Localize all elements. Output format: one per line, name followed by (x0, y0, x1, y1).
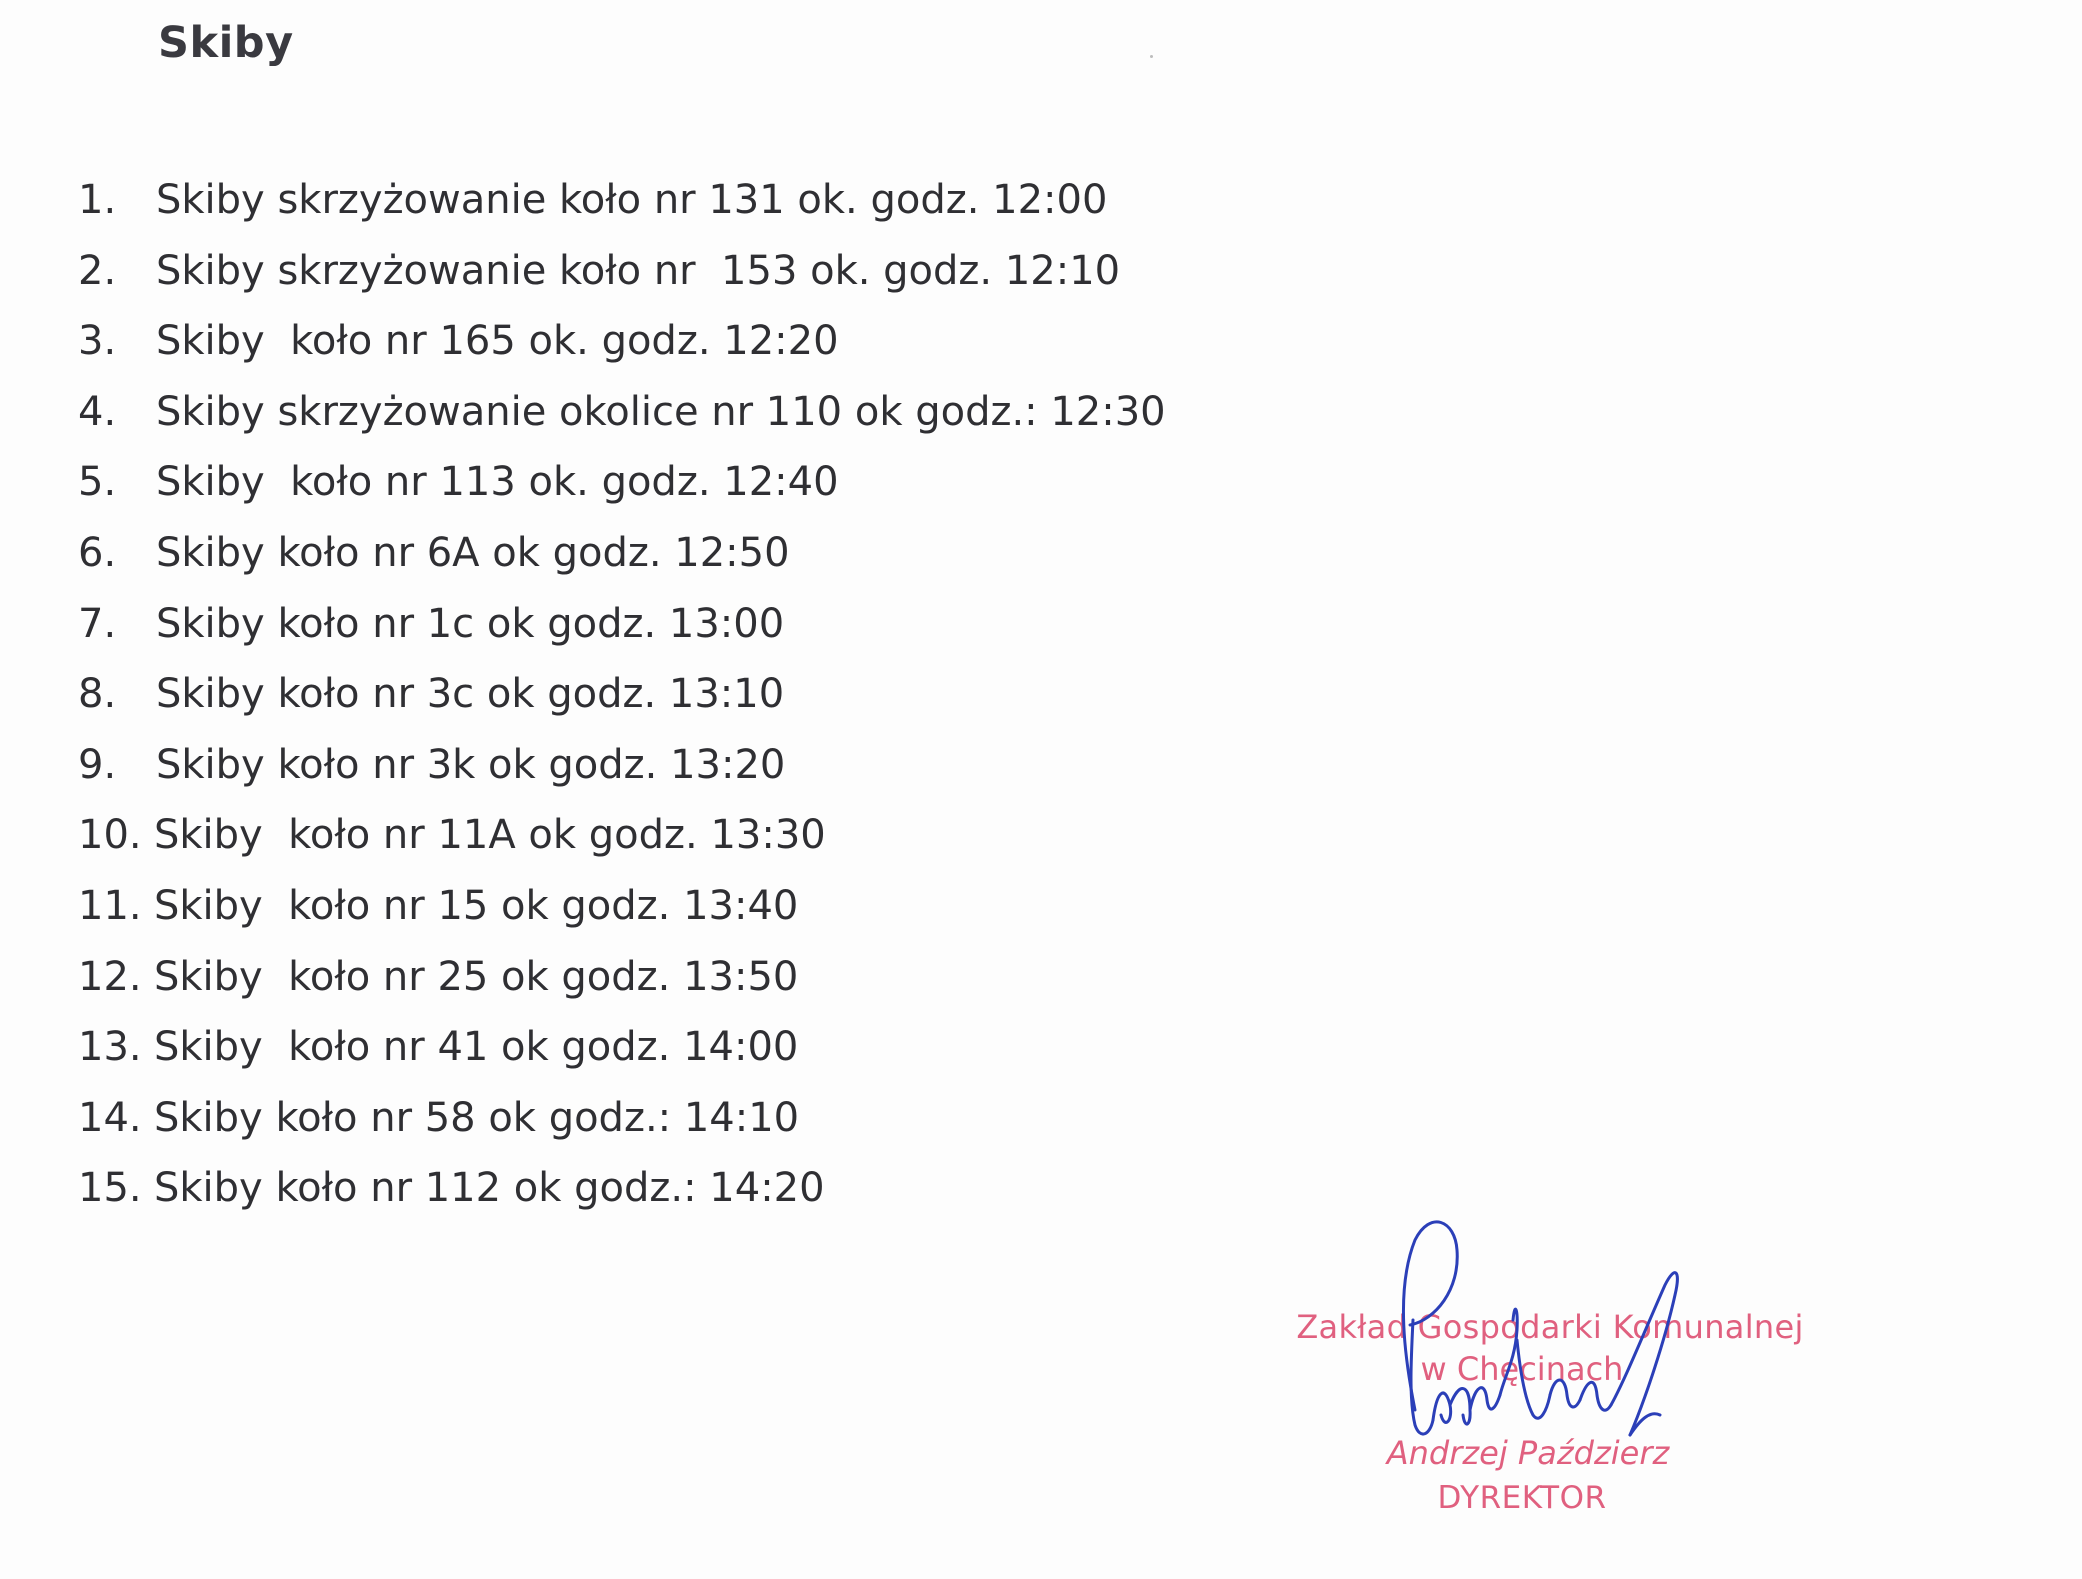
handwritten-signature (1375, 1210, 1695, 1480)
list-item (78, 942, 1166, 1013)
list-item (78, 589, 1166, 660)
list-item (78, 377, 1166, 448)
list-item-text: Skiby skrzyżowanie koło nr 131 ok. godz. 12:00 (156, 177, 1108, 223)
list-item-number: 5. (78, 459, 117, 506)
list-item-number: 6. (78, 529, 117, 576)
list-item-number: 12. (78, 953, 142, 1000)
list-item-number: 2. (78, 247, 117, 294)
list-item-number: 8. (78, 671, 117, 718)
list-item-number: 1. (78, 177, 117, 223)
list-item-text: Skiby koło nr 113 ok. godz. 12:40 (156, 459, 839, 506)
list-item-text: Skiby koło nr 165 ok. godz. 12:20 (156, 318, 839, 365)
list-item (78, 730, 1166, 801)
list-item (78, 306, 1166, 377)
page-title: Skiby (158, 18, 294, 68)
list-item-text: Skiby skrzyżowanie koło nr 153 ok. godz. 12:10 (156, 247, 1121, 294)
list-item (78, 1083, 1166, 1154)
list-item-number: 13. (78, 1024, 142, 1071)
list-item-number: 11. (78, 882, 142, 929)
list-item-text: Skiby koło nr 15 ok godz. 13:40 (154, 882, 799, 929)
list-item (78, 800, 1166, 871)
list-item-text: Skiby koło nr 25 ok godz. 13:50 (154, 953, 799, 1000)
list-item-text: Skiby koło nr 41 ok godz. 14:00 (154, 1024, 799, 1071)
list-item (78, 871, 1166, 942)
list-item (78, 659, 1166, 730)
list-item-number: 4. (78, 388, 117, 435)
list-item-number: 3. (78, 318, 117, 365)
list-item-text: Skiby koło nr 6A ok godz. 12:50 (156, 529, 790, 576)
list-item-number: 15. (78, 1165, 142, 1212)
stamp-role: DYREKTOR (1437, 1480, 1607, 1516)
list-item (78, 518, 1166, 589)
list-item-number: 14. (78, 1094, 142, 1141)
list-item-text: Skiby koło nr 58 ok godz.: 14:10 (154, 1094, 800, 1141)
list-item (78, 165, 1166, 236)
list-item (78, 447, 1166, 518)
list-item-text: Skiby koło nr 3k ok godz. 13:20 (156, 741, 786, 788)
list-item-text: Skiby koło nr 3c ok godz. 13:10 (156, 671, 785, 718)
list-item-number: 7. (78, 600, 117, 647)
list-item-number: 9. (78, 741, 117, 788)
list-item (78, 236, 1166, 307)
schedule-list (78, 165, 1166, 1224)
list-item (78, 1153, 1166, 1224)
list-item-text: Skiby koło nr 11A ok godz. 13:30 (154, 812, 826, 859)
list-item (78, 1012, 1166, 1083)
list-item-text: Skiby koło nr 1c ok godz. 13:00 (156, 600, 785, 647)
list-item-number: 10. (78, 812, 142, 859)
scan-speck (1150, 55, 1153, 58)
list-item-text: Skiby skrzyżowanie okolice nr 110 ok godz.: 12:30 (156, 388, 1166, 435)
list-item-text: Skiby koło nr 112 ok godz.: 14:20 (154, 1165, 825, 1212)
stamp-name: Andrzej Paździerz (1386, 1434, 1670, 1472)
stamp-organization: Zakład Gospodarki Komunalnej (1296, 1308, 1804, 1346)
stamp-city: w Chęcinach (1420, 1350, 1624, 1388)
